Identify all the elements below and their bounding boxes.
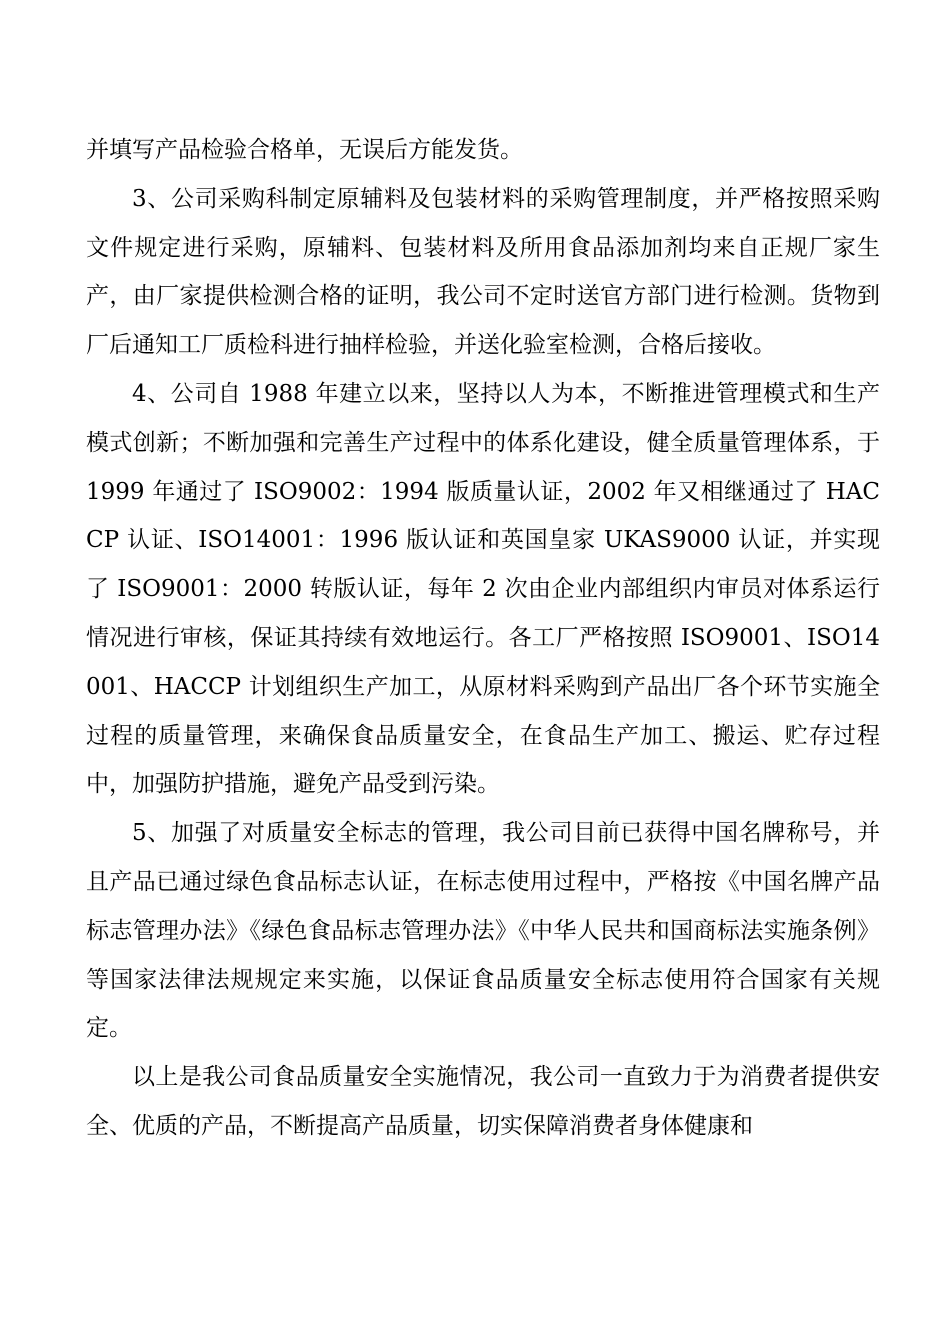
paragraph-item-4-quality-system: 4、公司自 1988 年建立以来，坚持以人为本，不断推进管理模式和生产模式创新；不断加强和完善生产过程中的体系化建设，健全质量管理体系，于 1999 年通过了 ISO9002：1994 版质量认证，2002 年又相继通过了 HACCP 认证、ISO14001：1996 版认证和英国皇家 UKAS9000 认证，并实现了 ISO9001：2000 转版认证，每年 2 次由企业内部组织内审员对体系运行情况进行审核，保证其持续有效地运行。各工厂严格按照 ISO9001、ISO14001、HACCP 计划组织生产加工，从原材料采购到产品出厂各个环节实施全过程的质量管理，来确保食品质量安全，在食品生产加工、搬运、贮存过程中，加强防护措施，避免产品受到污染。 <box>86 380 880 798</box>
document-body <box>86 126 880 1151</box>
paragraph-item-5-safety-mark: 5、加强了对质量安全标志的管理，我公司目前已获得中国名牌称号，并且产品已通过绿色食品标志认证，在标志使用过程中，严格按《中国名牌产品标志管理办法》《绿色食品标志管理办法》《中华人民共和国商标法实施条例》等国家法律法规规定来实施，以保证食品质量安全标志使用符合国家有关规定。 <box>86 820 880 1042</box>
paragraph-item-3-procurement: 3、公司采购科制定原辅料及包装材料的采购管理制度，并严格按照采购文件规定进行采购，原辅料、包装材料及所用食品添加剂均来自正规厂家生产，由厂家提供检测合格的证明，我公司不定时送官方部门进行检测。货物到厂后通知工厂质检科进行抽样检验，并送化验室检测，合格后接收。 <box>86 185 880 359</box>
paragraph-summary: 以上是我公司食品质量安全实施情况，我公司一直致力于为消费者提供安全、优质的产品，不断提高产品质量，切实保障消费者身体健康和 <box>86 1064 880 1139</box>
paragraph-continuation: 并填写产品检验合格单，无误后方能发货。 <box>86 137 523 163</box>
